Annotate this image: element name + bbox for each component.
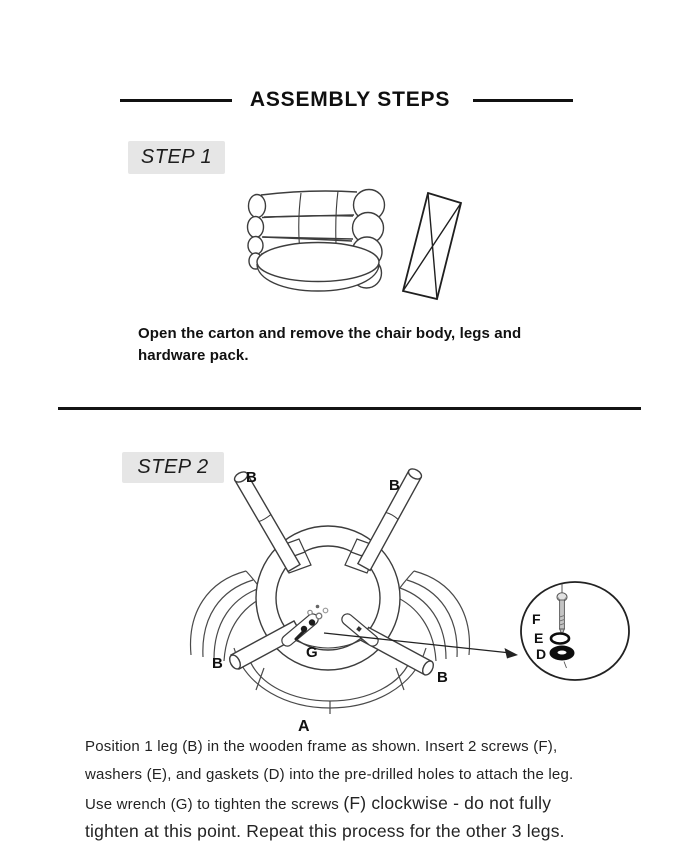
step-2-label: STEP 2 xyxy=(137,456,209,478)
caption-line-4 xyxy=(85,821,665,849)
title-rule-right xyxy=(473,99,573,102)
label-leg-b-bottom-left: B xyxy=(212,655,223,672)
chair-parts-illustration xyxy=(230,180,475,312)
label-leg-b-top-right: B xyxy=(389,477,400,494)
caption-line-3-small-text: Use wrench (G) to tighten the screws xyxy=(85,796,344,813)
chair-assembly-illustration xyxy=(180,455,650,745)
label-leg-b-top-left: B xyxy=(246,469,257,486)
label-screw-f: F xyxy=(532,611,541,627)
label-leg-b-bottom-right: B xyxy=(437,669,448,686)
caption-line-3 xyxy=(85,793,665,821)
step-1-caption: Open the carton and remove the chair body, legs and hardware pack. xyxy=(138,325,522,364)
caption-line-2 xyxy=(85,766,665,794)
label-wrench-g: G xyxy=(306,644,318,661)
step-2-caption xyxy=(85,738,665,848)
caption-line-1 xyxy=(85,738,665,766)
step-1-label: STEP 1 xyxy=(140,146,213,168)
caption-line-1-text: Position 1 leg (B) in the wooden frame as shown. Insert 2 screws (F), xyxy=(85,738,558,755)
section-divider xyxy=(58,407,641,410)
seat-ring xyxy=(257,243,379,292)
leg-top-left xyxy=(233,470,300,572)
hardware-detail-callout xyxy=(521,582,629,680)
label-frame-a: A xyxy=(298,718,310,735)
page-title: ASSEMBLY STEPS xyxy=(249,88,451,111)
label-gasket-d: D xyxy=(536,646,547,662)
caption-line-4-text: tighten at this point. Repeat this process for the other 3 legs. xyxy=(85,820,565,841)
label-washer-e: E xyxy=(534,630,544,646)
washer-illustration xyxy=(551,634,569,644)
step-1-badge xyxy=(128,141,225,174)
caption-line-2-text: washers (E), and gaskets (D) into the pre-drilled holes to attach the leg. xyxy=(85,765,574,783)
carton xyxy=(403,193,461,299)
caption-line-3-large-text: (F) clockwise - do not fully xyxy=(343,793,552,813)
